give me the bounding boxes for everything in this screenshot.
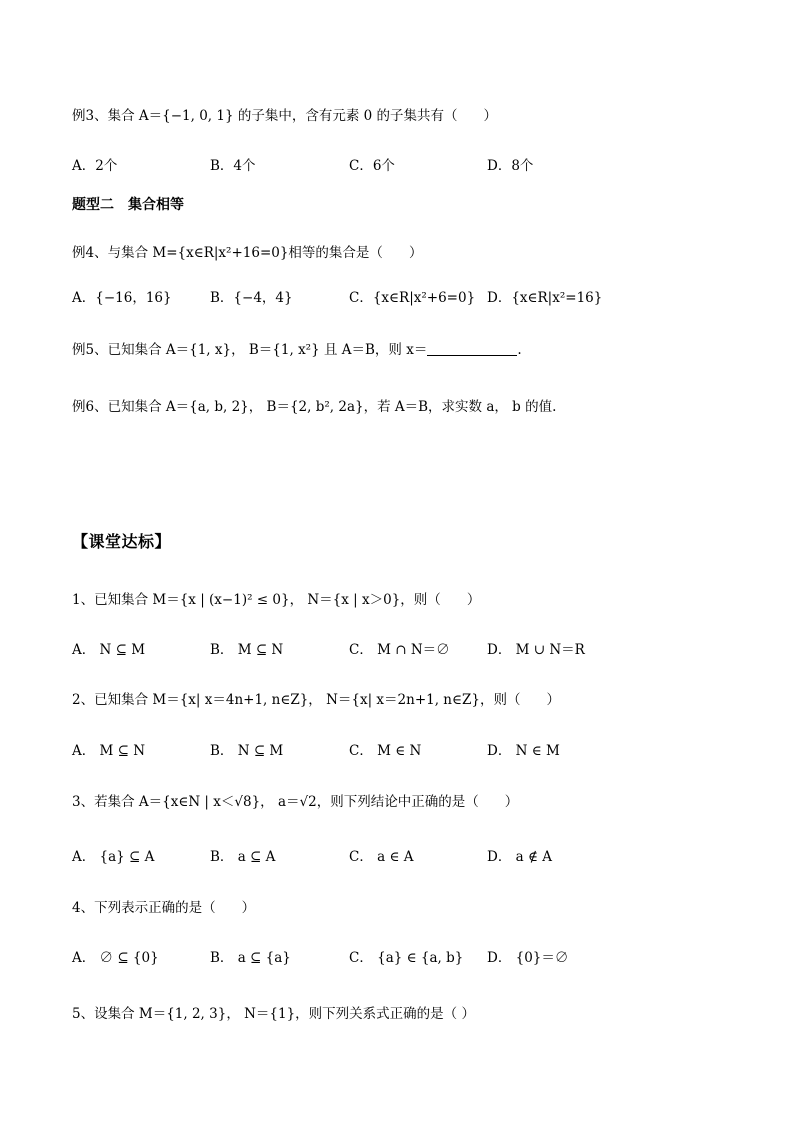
option-b: B．4个	[210, 158, 256, 174]
paren-close: ）	[483, 108, 498, 124]
paren-close: ）	[408, 245, 423, 261]
option-b: B． a ⊆ A	[210, 849, 276, 865]
option-a: A．{−16，16}	[72, 290, 172, 306]
question-4-stem	[72, 898, 255, 918]
paren-close: ）	[504, 794, 519, 810]
question-1-text: 1、已知集合 M＝{x | (x−1)² ≤ 0}， N＝{x | x＞0}，则（	[72, 592, 441, 608]
question-3-options	[72, 847, 752, 867]
option-b: B． M ⊆ N	[210, 642, 284, 658]
option-a: A． N ⊆ M	[72, 642, 146, 658]
option-c: C．6个	[349, 158, 395, 174]
example-5-text: 例5、已知集合 A＝{1, x}， B＝{1, x²} 且 A＝B，则 x＝	[72, 342, 428, 358]
example-4-stem	[72, 243, 422, 263]
section-heading-type2: 题型二 集合相等	[72, 197, 184, 213]
fill-in-blank[interactable]	[427, 341, 517, 356]
option-c: C． M ∩ N＝∅	[349, 642, 450, 658]
example-3-options	[72, 156, 752, 176]
question-1-options	[72, 640, 752, 660]
question-2-options	[72, 741, 752, 761]
example-5-stem	[72, 340, 522, 360]
option-d: D． M ∪ N＝R	[487, 642, 585, 658]
option-c: C． M ∈ N	[349, 743, 422, 759]
question-3-stem	[72, 792, 518, 812]
example-3-text: 例3、集合 A＝{−1, 0, 1} 的子集中，含有元素 0 的子集共有（	[72, 108, 458, 124]
option-c: C． {a} ∈ {a, b}	[349, 950, 464, 966]
option-b: B．{−4，4}	[210, 290, 293, 306]
paren-close: ）	[241, 900, 256, 916]
question-1-stem	[72, 590, 480, 610]
paren-close: ）	[546, 692, 560, 708]
example-3-stem	[72, 106, 497, 126]
option-b: B． a ⊆ {a}	[210, 950, 291, 966]
option-a: A． M ⊆ N	[72, 743, 146, 759]
option-d: D．8个	[487, 158, 534, 174]
option-a: A． {a} ⊆ A	[72, 849, 155, 865]
question-5-stem: 5、设集合 M＝{1, 2, 3}， N＝{1}，则下列关系式正确的是（ ）	[72, 1006, 475, 1022]
option-d: D． {0}＝∅	[487, 950, 569, 966]
option-b: B． N ⊆ M	[210, 743, 284, 759]
period: .	[517, 342, 522, 358]
question-2-stem	[72, 690, 560, 710]
example-6-stem: 例6、已知集合 A＝{a, b, 2}， B＝{2, b², 2a}，若 A＝B，求实数 a， b 的值.	[72, 399, 557, 415]
question-3-text: 3、若集合 A＝{x∈N | x＜√8}， a＝√2，则下列结论中正确的是（	[72, 794, 479, 810]
option-c: C．{x∈R|x²+6=0}	[349, 290, 476, 306]
option-d: D． a ∉ A	[487, 849, 552, 865]
option-a: A． ∅ ⊆ {0}	[72, 950, 159, 966]
option-c: C． a ∈ A	[349, 849, 414, 865]
option-d: D．{x∈R|x²=16}	[487, 290, 603, 306]
example-4-text: 例4、与集合 M={x∈R|x²+16=0}相等的集合是（	[72, 245, 383, 261]
question-4-text: 4、下列表示正确的是（	[72, 900, 216, 916]
question-4-options	[72, 948, 752, 968]
option-d: D． N ∈ M	[487, 743, 560, 759]
question-2-text: 2、已知集合 M＝{x| x＝4n+1, n∈Z}， N＝{x| x＝2n+1, n∈Z}，则（	[72, 692, 521, 708]
option-a: A．2个	[72, 158, 118, 174]
section-title-drill: 【课堂达标】	[72, 532, 172, 551]
example-4-options	[72, 288, 752, 308]
paren-close: ）	[466, 592, 481, 608]
